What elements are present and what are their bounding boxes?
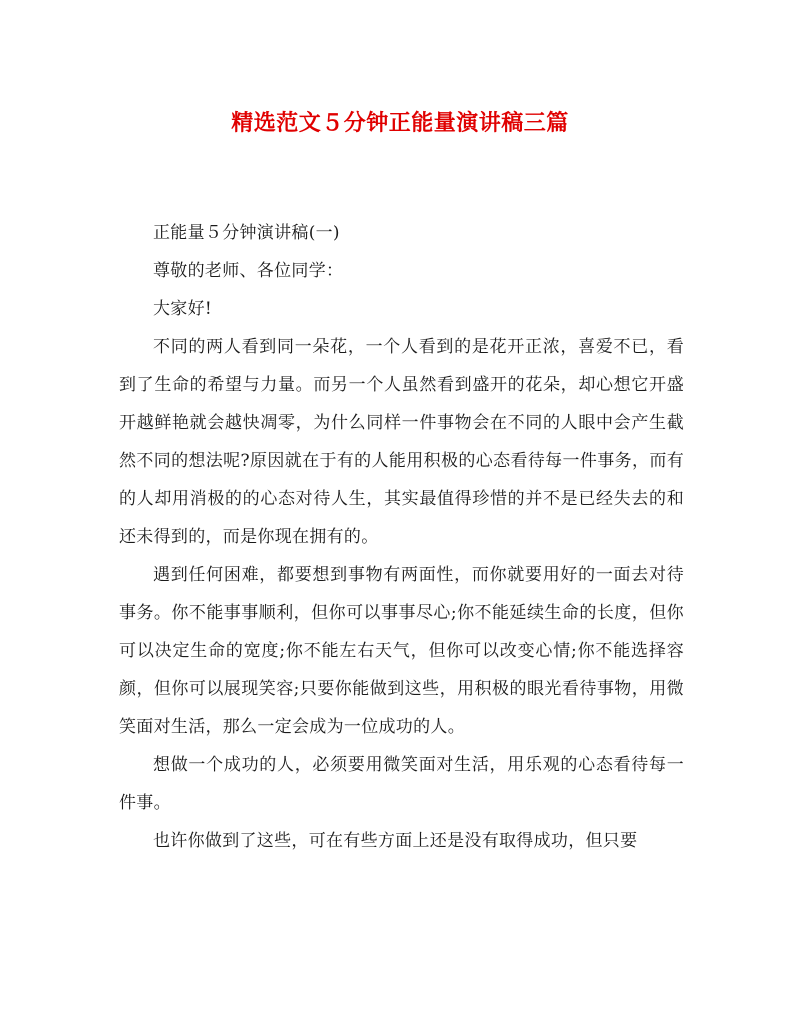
document-title: 精选范文５分钟正能量演讲稿三篇 [231,110,569,136]
speech-heading: 正能量５分钟演讲稿(一) [153,223,340,243]
document-body [119,214,684,860]
body-paragraph: 也许你做到了这些，可在有些方面上还是没有取得成功，但只要 [153,831,638,851]
salutation: 尊敬的老师、各位同学： [153,261,344,281]
greeting: 大家好! [153,299,213,319]
body-paragraph: 不同的两人看到同一朵花，一个人看到的是花开正浓，喜爱不已，看到了生命的希望与力量。而另一个人虽然看到盛开的花朵，却心想它开盛开越鲜艳就会越快凋零，为什么同样一件事物会在不同的人眼中会产生截然不同的想法呢?原因就在于有的人能用积极的心态看待每一件事务，而有的人却用消极的的心态对待人生，其实最值得珍惜的并不是已经失去的和还未得到的，而是你现在拥有的。 [119,337,684,547]
body-paragraph: 遇到任何困难，都要想到事物有两面性，而你就要用好的一面去对待事务。你不能事事顺利，但你可以事事尽心;你不能延续生命的长度，但你可以决定生命的宽度;你不能左右天气，但你可以改变心情;你不能选择容颜，但你可以展现笑容;只要你能做到这些，用积极的眼光看待事物，用微笑面对生活，那么一定会成为一位成功的人。 [119,565,684,737]
body-paragraph: 想做一个成功的人，必须要用微笑面对生活，用乐观的心态看待每一件事。 [119,755,684,813]
